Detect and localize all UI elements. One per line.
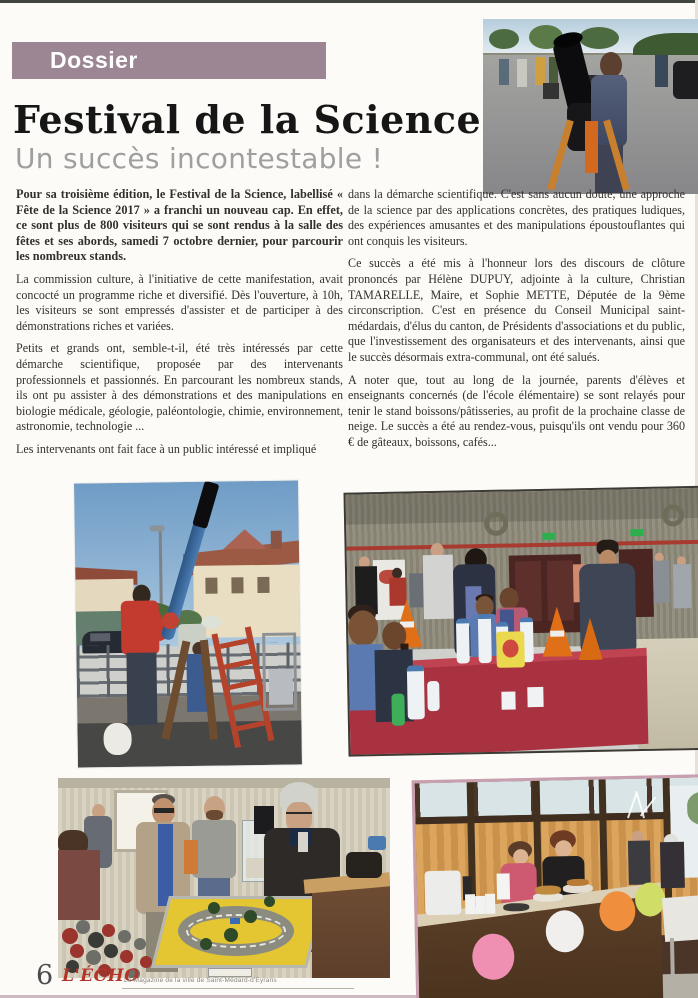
sunglasses: [154, 808, 174, 813]
photo-pastry-stand-balloons: [412, 774, 698, 998]
page-title: Festival de la Science: [13, 97, 482, 142]
model-tree: [244, 910, 257, 923]
molecule-atom: [62, 928, 78, 944]
green-bottle: [391, 694, 405, 726]
blue-item: [368, 836, 386, 850]
tee-man-shirt: [192, 820, 236, 878]
molecule-atom: [70, 944, 84, 958]
white-cylinder: [497, 873, 511, 899]
window: [257, 577, 269, 593]
door-panel: [547, 560, 574, 620]
background-person: [655, 55, 668, 87]
molecule-atom: [134, 938, 146, 950]
article-column-left: [16, 187, 343, 461]
crowd-person: [653, 560, 670, 602]
model-tree: [208, 902, 220, 914]
plastic-cup: [485, 894, 495, 914]
paragraph: Les intervenants ont fait face à un public intéressé et impliqué: [16, 441, 317, 456]
page-number: 6: [36, 960, 54, 991]
background-person: [517, 59, 527, 87]
exit-sign: [542, 533, 555, 540]
side-table: [662, 893, 698, 942]
photo-model-track-demo: [58, 778, 390, 978]
scan-edge-top: [0, 0, 698, 3]
red-backpack: [389, 578, 407, 606]
car-window: [90, 633, 110, 641]
floor: [663, 973, 698, 998]
molecule-atom: [76, 920, 90, 934]
display-panel: [269, 669, 294, 705]
plastic-cup: [475, 896, 485, 914]
dark-plate: [503, 903, 529, 912]
small-sign: [208, 968, 252, 977]
paragraph: Petits et grands ont, semble-t-il, été très intéressés par cette démarche scientifique, proposée par des intervenants professionnels et passionnés. En parcourant les nombreux stands, ils ont pu assister à des démonstrations et des manipulations en biologie médicale, géologie, paléontologie, chimie, environnement, astronomie, technologie ...: [16, 341, 343, 434]
observer-legs: [126, 652, 157, 724]
molecule-atom: [120, 950, 133, 963]
ceiling-beam: [58, 778, 390, 788]
blue-scarf: [158, 824, 173, 906]
paragraph: La commission culture, à l'initiative de cette manifestation, avait concocté un programme riche et diversifié. Dès l'ouverture, à 10h, les visiteurs se sont empressés d'assister et de participer à des démonstrations riches et variées.: [16, 271, 343, 333]
magazine-name: L'ÉCHO: [62, 966, 140, 986]
plastic-cup: [501, 691, 515, 709]
molecule-atom: [102, 924, 115, 937]
molecule-atom: [88, 932, 104, 948]
molecule-atom: [118, 930, 131, 943]
background-person: [499, 59, 509, 85]
tripod-column: [585, 121, 598, 173]
plastic-cup: [465, 894, 475, 914]
magazine-tagline: Le Magazine de la ville de Saint-Médard-d'Eyrans: [124, 977, 277, 984]
paragraph: Pour sa troisième édition, le Festival de la Science, labellisé « Fête de la Science 2017 » a franchi un nouveau cap. En effet, ce sont plus de 800 visiteurs qui se sont rendus à la salle des fêtes et ses abords, samedi 7 octobre dernier, pour parcourir les nombreux stands.: [16, 187, 343, 264]
model-car: [230, 918, 240, 924]
wood-counter: [312, 884, 390, 978]
elder-shirt: [298, 832, 308, 852]
tee-man-beard: [206, 810, 223, 820]
croissants: [535, 885, 561, 895]
photo-observing-telescope-crowd: [483, 19, 698, 194]
water-bottle-large: [407, 665, 425, 719]
red-knob: [162, 612, 179, 629]
background-person: [535, 57, 545, 85]
chair: [543, 83, 559, 99]
molecule-atom: [86, 950, 101, 965]
chimney: [271, 531, 282, 549]
model-tree: [200, 938, 212, 950]
crowd-person: [673, 564, 692, 608]
orange-shirt-glimpse: [184, 840, 198, 874]
model-tree: [224, 928, 238, 942]
photo-stand-salle-des-fetes: [344, 485, 698, 756]
paragraph: A noter que, tout au long de la journée, parents d'élèves et enseignants concernés (de l'école élémentaire) se sont relayés pour tenir le stand boissons/pâtisseries, au profit de la prochaine classe de neige. Le succès a été au rendez-vous, puisqu'ils ont vendu pour 360 € de gâteaux, boissons, cafés...: [348, 372, 685, 449]
elder-glasses: [286, 812, 312, 814]
water-bottle: [427, 681, 440, 711]
cylinder-contents: [246, 858, 264, 878]
window: [231, 577, 243, 593]
plastic-cup: [527, 687, 543, 707]
footer-rule: [122, 988, 354, 989]
plastic-bag: [103, 723, 131, 755]
window: [205, 578, 217, 594]
guest-body: [660, 842, 685, 888]
tree: [579, 27, 619, 49]
checkered-shirt-man: [423, 555, 454, 620]
exit-sign: [630, 529, 643, 536]
cooler-box: [424, 870, 461, 915]
crowd-person: [409, 573, 424, 607]
water-bottle: [456, 618, 470, 663]
street-lamp-head: [150, 525, 165, 531]
page-subtitle: Un succès incontestable !: [15, 142, 384, 175]
model-tree: [264, 896, 275, 907]
molecule-atom: [140, 956, 152, 968]
equipment-case: [673, 61, 698, 99]
dark-bag: [346, 852, 382, 878]
water-bottle: [478, 614, 492, 663]
section-banner: Dossier: [12, 42, 326, 79]
guest-body: [628, 840, 651, 884]
photo-blue-telescope-street: [74, 480, 302, 767]
tree: [489, 29, 519, 49]
paragraph: Ce succès a été mis à l'honneur lors des discours de clôture prononcés par Hélène DUPUY, adjointe à la culture, Christian TAMARELLE, Maire, et Sophie METTE, Députée de la 9ème circonscription. C'est en présence du Conseil Municipal saint-médardais, d'élus du canton, de Présidents d'associations et du public, que l'investissement des organisateurs et des intervenants, ainsi que le succès désormais extra-communal, ont été salués.: [348, 256, 685, 364]
article-column-right: [348, 187, 685, 469]
paragraph: dans la démarche scientifique. C'est sans aucun doute, une approche de la science par des applications concrètes, des pratiques ludiques, des expériences amusantes et des manipulations époustouflantes qui ont conquis les visiteurs.: [348, 187, 685, 248]
pastries: [567, 879, 589, 886]
molecule-atom: [104, 944, 118, 958]
cone-band: [550, 631, 564, 637]
woman-body: [58, 850, 100, 920]
